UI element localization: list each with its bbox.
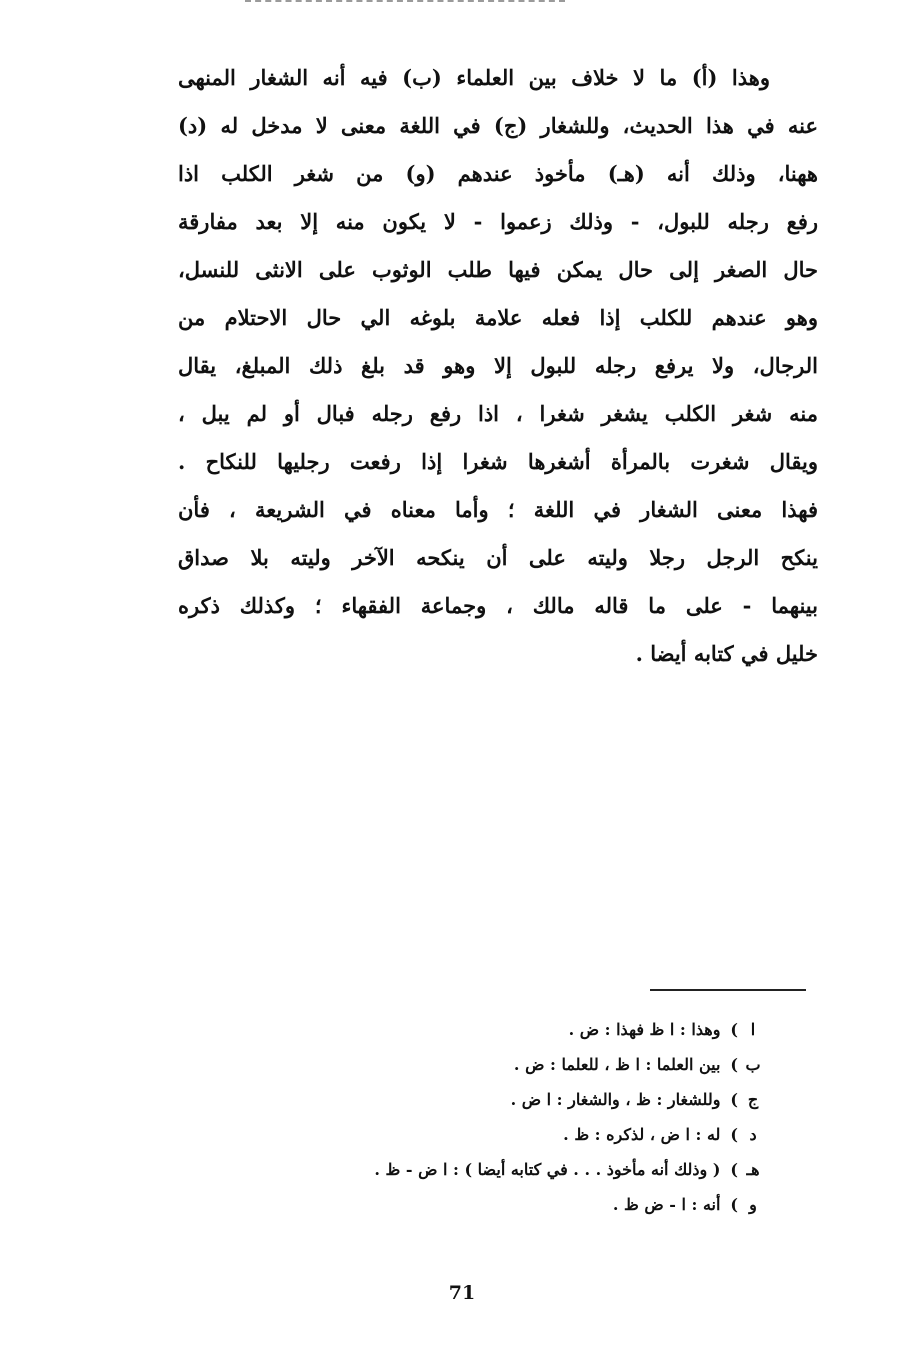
text-line-8: منه شغر الكلب يشغر شغرا ، اذا رفع رجله فبال أو لم يبل ، (178, 401, 818, 426)
text-line-2: عنه في هذا الحديث، وللشغار (ج) في اللغة معنى لا مدخل له (د) (178, 113, 818, 138)
footnote-6-key: و (749, 1195, 757, 1214)
text-line-7: الرجال، ولا يرفع رجله للبول إلا وهو قد بلغ ذلك المبلغ، يقال (178, 353, 818, 378)
footnote-4-key: د (749, 1125, 757, 1144)
text-line-4: رفع رجله للبول، - وذلك زعموا - لا يكون منه إلا بعد مفارقة (178, 209, 818, 234)
text-line-10: فهذا معنى الشغار في اللغة ؛ وأما معناه في الشريعة ، فأن (178, 497, 818, 522)
footnote-5-text: ( وذلك أنه مأخوذ . . . في كتابه أيضا ) : ا ض - ظ . (374, 1160, 721, 1179)
top-edge-dashes (245, 0, 565, 8)
text-line-3: ههنا، وذلك أنه (هـ) مأخوذ عندهم (و) من شغر الكلب اذا (178, 161, 818, 186)
text-line-9: ويقال شغرت بالمرأة أشغرها شغرا إذا رفعت رجليها للنكاح . (178, 449, 818, 474)
main-text-block (178, 54, 818, 678)
footnote-5 (220, 1152, 768, 1187)
footnote-1-key: ا (750, 1020, 756, 1039)
text-line-6: وهو عندهم للكلب إذا فعله علامة بلوغه الي حال الاحتلام من (178, 305, 818, 330)
footnote-4-text: له : ا ض ، لذكره : ظ . (563, 1125, 721, 1144)
text-line-13: خليل في كتابه أيضا . (635, 641, 818, 666)
footnote-5-key: هـ (746, 1160, 760, 1179)
footnotes-block (220, 1012, 768, 1222)
text-line-11: ينكح الرجل رجلا وليته على أن ينكحه الآخر وليته بلا صداق (178, 545, 818, 570)
text-line-12: بينهما - على ما قاله مالك ، وجماعة الفقهاء ؛ وكذلك ذكره (178, 593, 818, 618)
footnote-6 (220, 1187, 768, 1222)
footnote-1-paren: ) (730, 1020, 738, 1039)
footnote-3-text: وللشغار : ظ ، والشغار : ا ض . (510, 1090, 721, 1109)
footnote-1-text: وهذا : ا ظ فهذا : ض . (568, 1020, 721, 1039)
footnote-3-key: ج (747, 1090, 759, 1109)
footnote-separator (650, 989, 806, 991)
text-line-1: وهذا (أ) ما لا خلاف بين العلماء (ب) فيه أنه الشغار المنهى (178, 65, 770, 90)
page-number: 71 (448, 1282, 476, 1304)
text-line-5: حال الصغر إلى حال يمكن فيها طلب الوثوب على الانثى للنسل، (178, 257, 818, 282)
footnote-6-text: أنه : ا - ض ظ . (612, 1195, 721, 1214)
footnote-5-paren: ) (730, 1160, 738, 1179)
footnote-4 (220, 1117, 768, 1152)
footnote-4-paren: ) (730, 1125, 738, 1144)
footnote-2-key: ب (745, 1055, 761, 1074)
footnote-2-paren: ) (730, 1055, 738, 1074)
footnote-2 (220, 1047, 768, 1082)
footnote-3 (220, 1082, 768, 1117)
footnote-1 (220, 1012, 768, 1047)
footnote-3-paren: ) (730, 1090, 738, 1109)
footnote-6-paren: ) (730, 1195, 738, 1214)
footnote-2-text: بين العلما : ا ظ ، للعلما : ض . (513, 1055, 721, 1074)
